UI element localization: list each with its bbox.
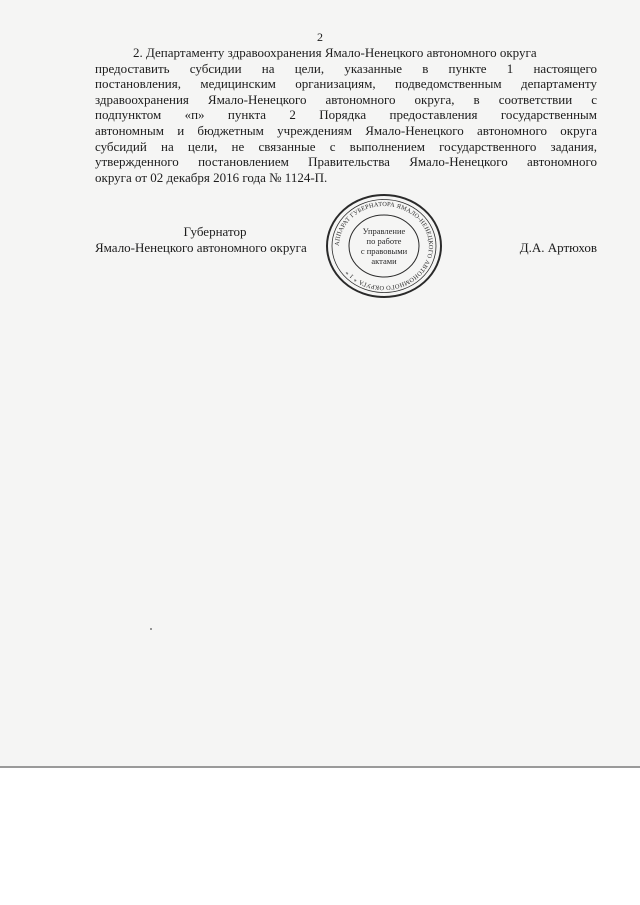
seal-center-line: Управление <box>362 226 406 236</box>
paragraph-line: предоставить субсидии на цели, указанные в пункте 1 настоящего <box>95 60 597 76</box>
seal-center-line: актами <box>371 256 397 266</box>
paragraph-line: утвержденного постановлением Правительства Ямало-Ненецкого автономного <box>95 154 597 170</box>
paragraph-line: здравоохранения Ямало-Ненецкого автономного округа, в соответствии с <box>95 91 597 107</box>
paragraph-line: подпунктом «п» пункта 2 Порядка предоставления государственным <box>95 107 597 123</box>
signatory-title: Губернатор <box>183 224 247 239</box>
signatory-region: Ямало-Ненецкого автономного округа <box>95 240 307 255</box>
page-number: 2 <box>317 30 323 44</box>
seal-center-line: с правовыми <box>360 246 408 256</box>
body-paragraph <box>95 45 597 185</box>
official-seal <box>325 193 443 299</box>
paragraph-line: 2. Департаменту здравоохранения Ямало-Ненецкого автономного округа <box>133 45 537 60</box>
paragraph-line: постановления, медицинским организациям, подведомственным департаменту <box>95 76 597 92</box>
paragraph-line: автономным и бюджетным учреждениям Ямало-Ненецкого автономного округа <box>95 122 597 138</box>
signatory-name: Д.А. Артюхов <box>519 240 597 255</box>
seal-center-line: по работе <box>366 236 402 246</box>
paragraph-line: округа от 02 декабря 2016 года № 1124-П. <box>95 169 328 185</box>
seal-ring-text: АППАРАТ ГУБЕРНАТОРА ЯМАЛО-НЕНЕЦКОГО АВТОНОМНОГО ОКРУГА * 1 * <box>333 200 435 292</box>
scan-speck <box>150 628 152 630</box>
paragraph-line: субсидий на цели, не связанные с выполнением государственного задания, <box>95 138 597 154</box>
